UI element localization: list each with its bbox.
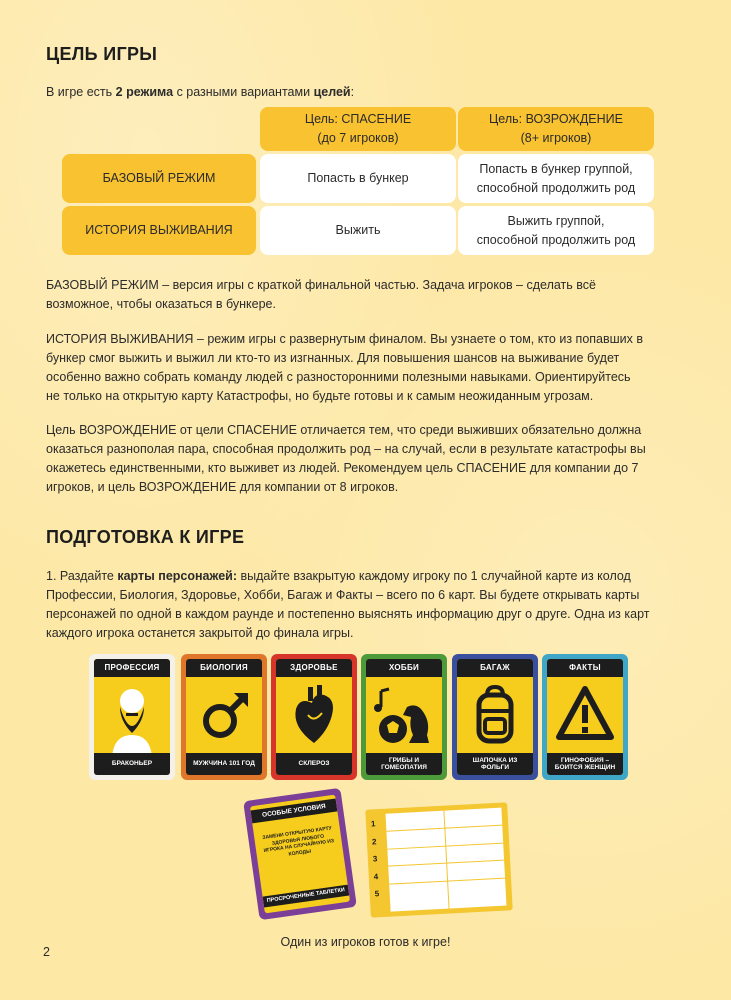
table-cell-basic-rescue: Попасть в бункер — [260, 154, 456, 203]
table-cell-survival-revival: Выжить группой, способной продолжить род — [458, 206, 654, 255]
table-cell-basic-revival: Попасть в бункер группой, способной продолжить род — [458, 154, 654, 203]
paragraph-revival-goal: Цель ВОЗРОЖДЕНИЕ от цели СПАСЕНИЕ отличается тем, что среди выживших обязательно должна оказаться разнополая пара, способная продолжить род – на случай, если в результате катастрофы вы окажетесь единственными, кто выживет из людей. Рекомендуем цель СПАСЕНИЕ для компании до 7 игроков, и цель ВОЗРОЖДЕНИЕ для компании от 8 игроков. — [46, 423, 646, 494]
card-baggage: БАГАЖ ШАПОЧКА ИЗ ФОЛЬГИ — [452, 654, 538, 780]
sheet-row-numbers: 1 2 3 4 5 — [370, 819, 380, 899]
card-facts: ФАКТЫ ГИНОФОБИЯ – БОИТСЯ ЖЕНЩИН — [542, 654, 628, 780]
anatomical-heart-icon — [286, 681, 342, 751]
bearded-man-icon — [104, 681, 160, 757]
card-special-conditions: ОСОБЫЕ УСЛОВИЯ ЗАМЕНИ ОТКРЫТУЮ КАРТУ ЗДОРОВЬЯ ЛЮБОГО ИГРОКА НА СЛУЧАЙНУЮ ИЗ КОЛОДЫ ПРОСРОЧЕННЫЕ ТАБЛЕТКИ — [243, 788, 357, 920]
table-header-rescue: Цель: СПАСЕНИЕ (до 7 игроков) — [260, 107, 456, 151]
card-hobby: ХОББИ ГРИБЫ И ГОМЕОПАТИЯ — [361, 654, 447, 780]
card-profession: ПРОФЕССИЯ БРАКОНЬЕР — [89, 654, 175, 780]
paragraph-basic-mode: БАЗОВЫЙ РЕЖИМ – версия игры с краткой финальной частью. Задача игроков – сделать всё возможное, чтобы оказаться в бункере. — [46, 278, 596, 311]
table-row-label-basic: БАЗОВЫЙ РЕЖИМ — [62, 154, 256, 203]
card-biology: БИОЛОГИЯ МУЖЧИНА 101 ГОД — [181, 654, 267, 780]
hobbies-icon — [373, 681, 435, 751]
paragraph-survival-mode: ИСТОРИЯ ВЫЖИВАНИЯ – режим игры с развернутым финалом. Вы узнаете о том, кто из попавших в бункер смог выжить и выжил ли кто-то из изгнанных. Для повышения шансов на выживание будет особенно важно собрать команду людей с разносторонними полезными навыками. Ориентируйтесь не только на открытую карту Катастрофы, но будьте готовы и к самым неожиданным угрозам. — [46, 332, 644, 403]
player-sheet — [365, 802, 512, 917]
image-caption: Один из игроков готов к игре! — [280, 935, 451, 949]
section-title-goal: ЦЕЛЬ ИГРЫ — [46, 44, 158, 64]
backpack-icon — [467, 681, 523, 751]
goal-intro: В игре есть 2 режима с разными вариантами целей: — [46, 85, 355, 99]
male-symbol-icon — [196, 681, 252, 751]
warning-icon — [555, 681, 615, 751]
paragraph-deal-cards: 1. Раздайте карты персонажей: выдайте взакрытую каждому игроку по 1 случайной карте из колод Профессии, Биология, Здоровье, Хобби, Багаж и Факты – всего по 6 карт. Вы будете открывать карты персонажей по одной в каждом раунде и постепенно выяснять информацию друг о друге. Одна из карт каждого игрока останется закрытой до финала игры. — [46, 569, 650, 640]
goal-table — [62, 107, 654, 257]
table-cell-survival-rescue: Выжить — [260, 206, 456, 255]
section-title-prep: ПОДГОТОВКА К ИГРЕ — [46, 527, 245, 547]
table-row-label-survival: ИСТОРИЯ ВЫЖИВАНИЯ — [62, 206, 256, 255]
card-health: ЗДОРОВЬЕ СКЛЕРОЗ — [271, 654, 357, 780]
page-number: 2 — [43, 945, 50, 959]
table-header-revival: Цель: ВОЗРОЖДЕНИЕ (8+ игроков) — [458, 107, 654, 151]
